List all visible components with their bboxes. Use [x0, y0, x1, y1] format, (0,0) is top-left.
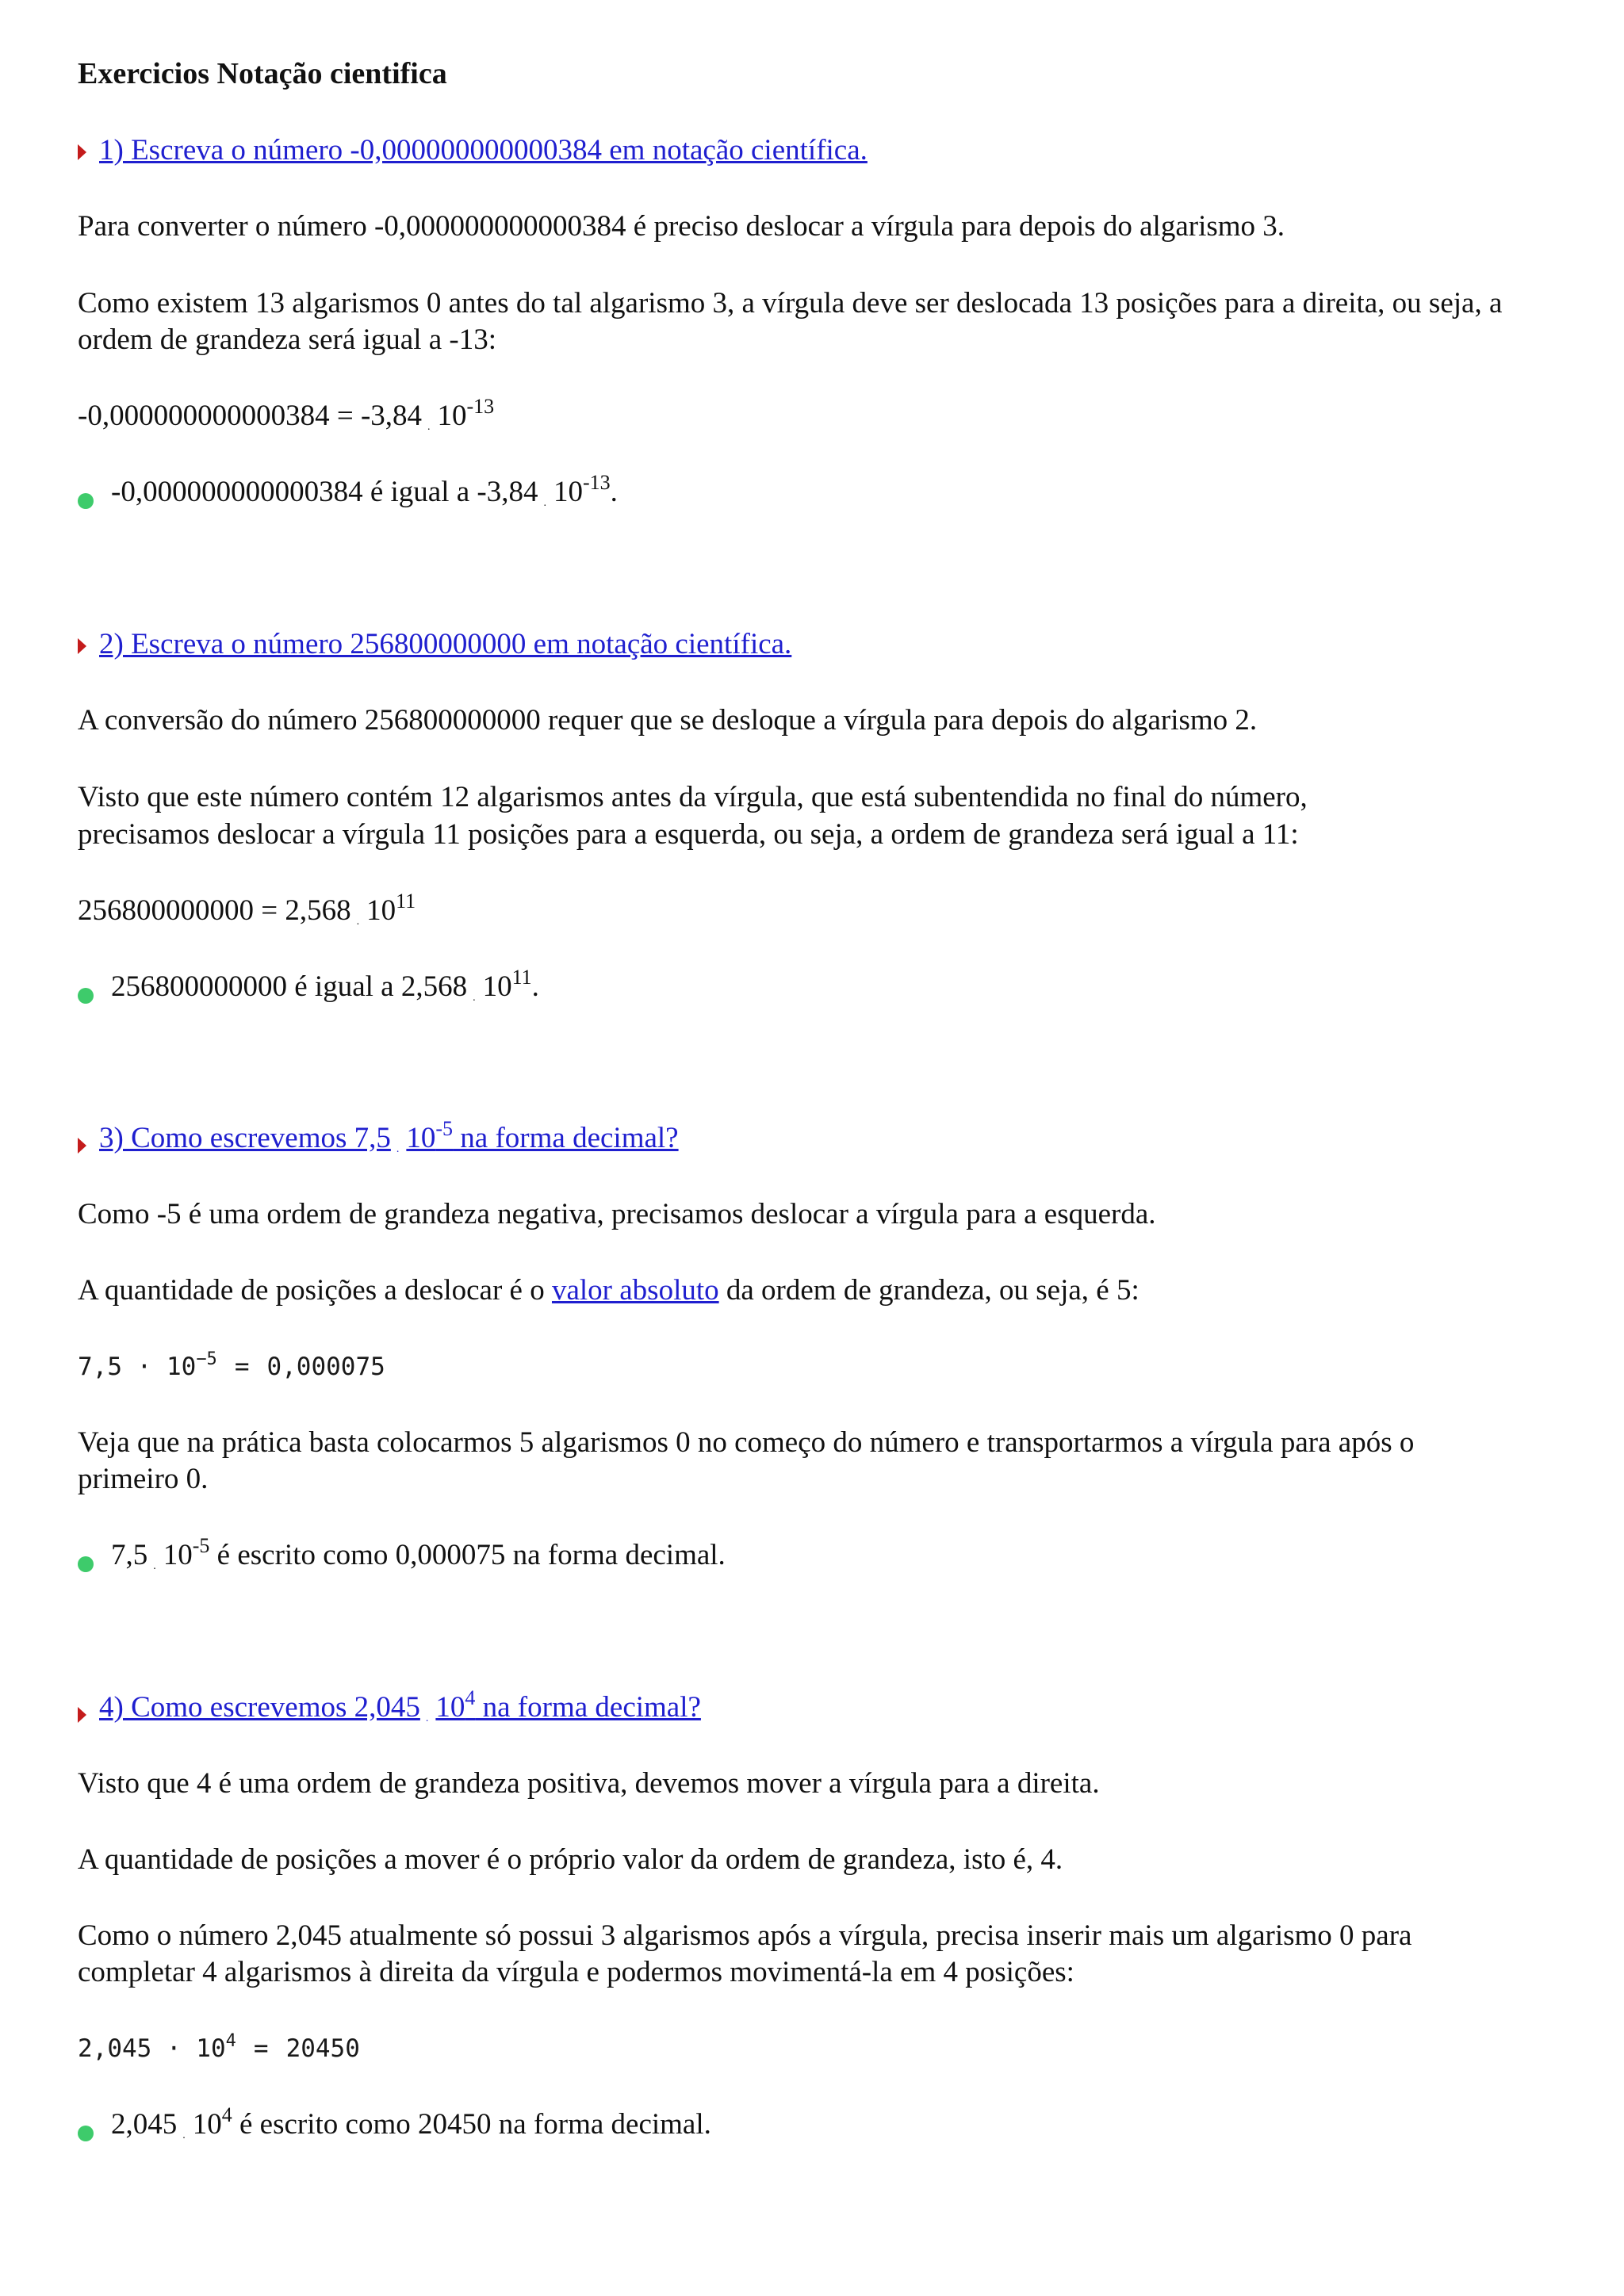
q1-equation: -0,000000000000384 = -3,84 . $10^{-13}$: [78, 395, 495, 433]
q4-paragraph-3a: Como o número 2,045 atualmente só possui 3 algarismos após a vírgula, precisa inserir mais um algarismo 0 para: [78, 1919, 1412, 1952]
green-dot-icon: [78, 988, 94, 1004]
q4-answer: 2,045 . $10^4$ é escrito como 20450 na forma decimal.: [78, 2107, 1584, 2154]
q4-paragraph-1: Visto que 4 é uma ordem de grandeza positiva, devemos mover a vírgula para a direita.: [78, 1767, 1100, 1800]
question-4: [78, 1686, 1584, 1737]
q2-equation: 256800000000 = 2,568 . $10^{11}$: [78, 890, 416, 928]
question-3-link[interactable]: 3) Como escrevemos 7,5 . $10^{-5}$ na forma decimal?: [99, 1117, 679, 1155]
q3-paragraph-1: Como -5 é uma ordem de grandeza negativa, precisamos deslocar a vírgula para a esquerda.: [78, 1198, 1156, 1230]
q1-eq-lhs: -0,000000000000384 = -3,84: [78, 400, 423, 432]
q1-paragraph-2: Como existem 13 algarismos 0 antes do tal algarismo 3, a vírgula deve ser deslocada 13 posições para a direita, ou seja, a ordem de grandeza será igual a -13:: [78, 287, 1503, 356]
q3-answer: 7,5 . $10^{-5}$ é escrito como 0,000075 na forma decimal.: [78, 1537, 1584, 1585]
q3-paragraph-3b: primeiro 0.: [78, 1463, 209, 1495]
q4-equation-image: $2,045 \cdot 10^4 = 20450$: [78, 2031, 360, 2063]
q1-answer: -0,000000000000384 é igual a -3,84 . $10^{-13}$.: [78, 474, 1584, 522]
q3-paragraph-3a: Veja que na prática basta colocarmos 5 algarismos 0 no começo do número e transportarmos a vírgula para após o: [78, 1426, 1415, 1459]
triangle-right-icon: [78, 638, 86, 654]
triangle-right-icon: [78, 1707, 86, 1723]
green-dot-icon: [78, 2126, 94, 2141]
q3-equation-image: $7,5 \cdot 10^{-5} = 0,000075$: [78, 1349, 385, 1381]
green-dot-icon: [78, 1556, 94, 1572]
green-dot-icon: [78, 493, 94, 509]
question-1: [78, 132, 1584, 169]
question-4-link[interactable]: 4) Como escrevemos 2,045 . $10^4$ na forma decimal?: [99, 1686, 701, 1724]
q1-paragraph-1: Para converter o número -0,000000000000384 é preciso deslocar a vírgula para depois do algarismo 3.: [78, 210, 1285, 243]
question-2: [78, 626, 1584, 663]
q2-paragraph-1: A conversão do número 256800000000 requer que se desloque a vírgula para depois do algarismo 2.: [78, 704, 1258, 737]
document-title: Exercicios Notação cientifica: [78, 57, 447, 90]
question-1-link[interactable]: 1) Escreva o número -0,000000000000384 em notação científica.: [99, 134, 868, 166]
q2-paragraph-2a: Visto que este número contém 12 algarismos antes da vírgula, que está subentendida no final do número,: [78, 781, 1308, 813]
question-3: [78, 1117, 1584, 1168]
q2-answer: 256800000000 é igual a 2,568 . $10^{11}$.: [78, 969, 1584, 1016]
q4-paragraph-3b: completar 4 algarismos à direita da vírgula e podermos movimentá-la em 4 posições:: [78, 1956, 1074, 1988]
q3-paragraph-2: A quantidade de posições a deslocar é o valor absoluto da ordem de grandeza, ou seja, é 5:: [78, 1274, 1139, 1307]
triangle-right-icon: [78, 144, 86, 160]
triangle-right-icon: [78, 1138, 86, 1154]
q4-paragraph-2: A quantidade de posições a mover é o próprio valor da ordem de grandeza, isto é, 4.: [78, 1843, 1063, 1876]
valor-absoluto-link[interactable]: valor absoluto: [551, 1274, 719, 1307]
question-2-link[interactable]: 2) Escreva o número 256800000000 em notação científica.: [99, 628, 792, 660]
q2-paragraph-2b: precisamos deslocar a vírgula 11 posições para a esquerda, ou seja, a ordem de grandeza será igual a 11:: [78, 818, 1299, 851]
